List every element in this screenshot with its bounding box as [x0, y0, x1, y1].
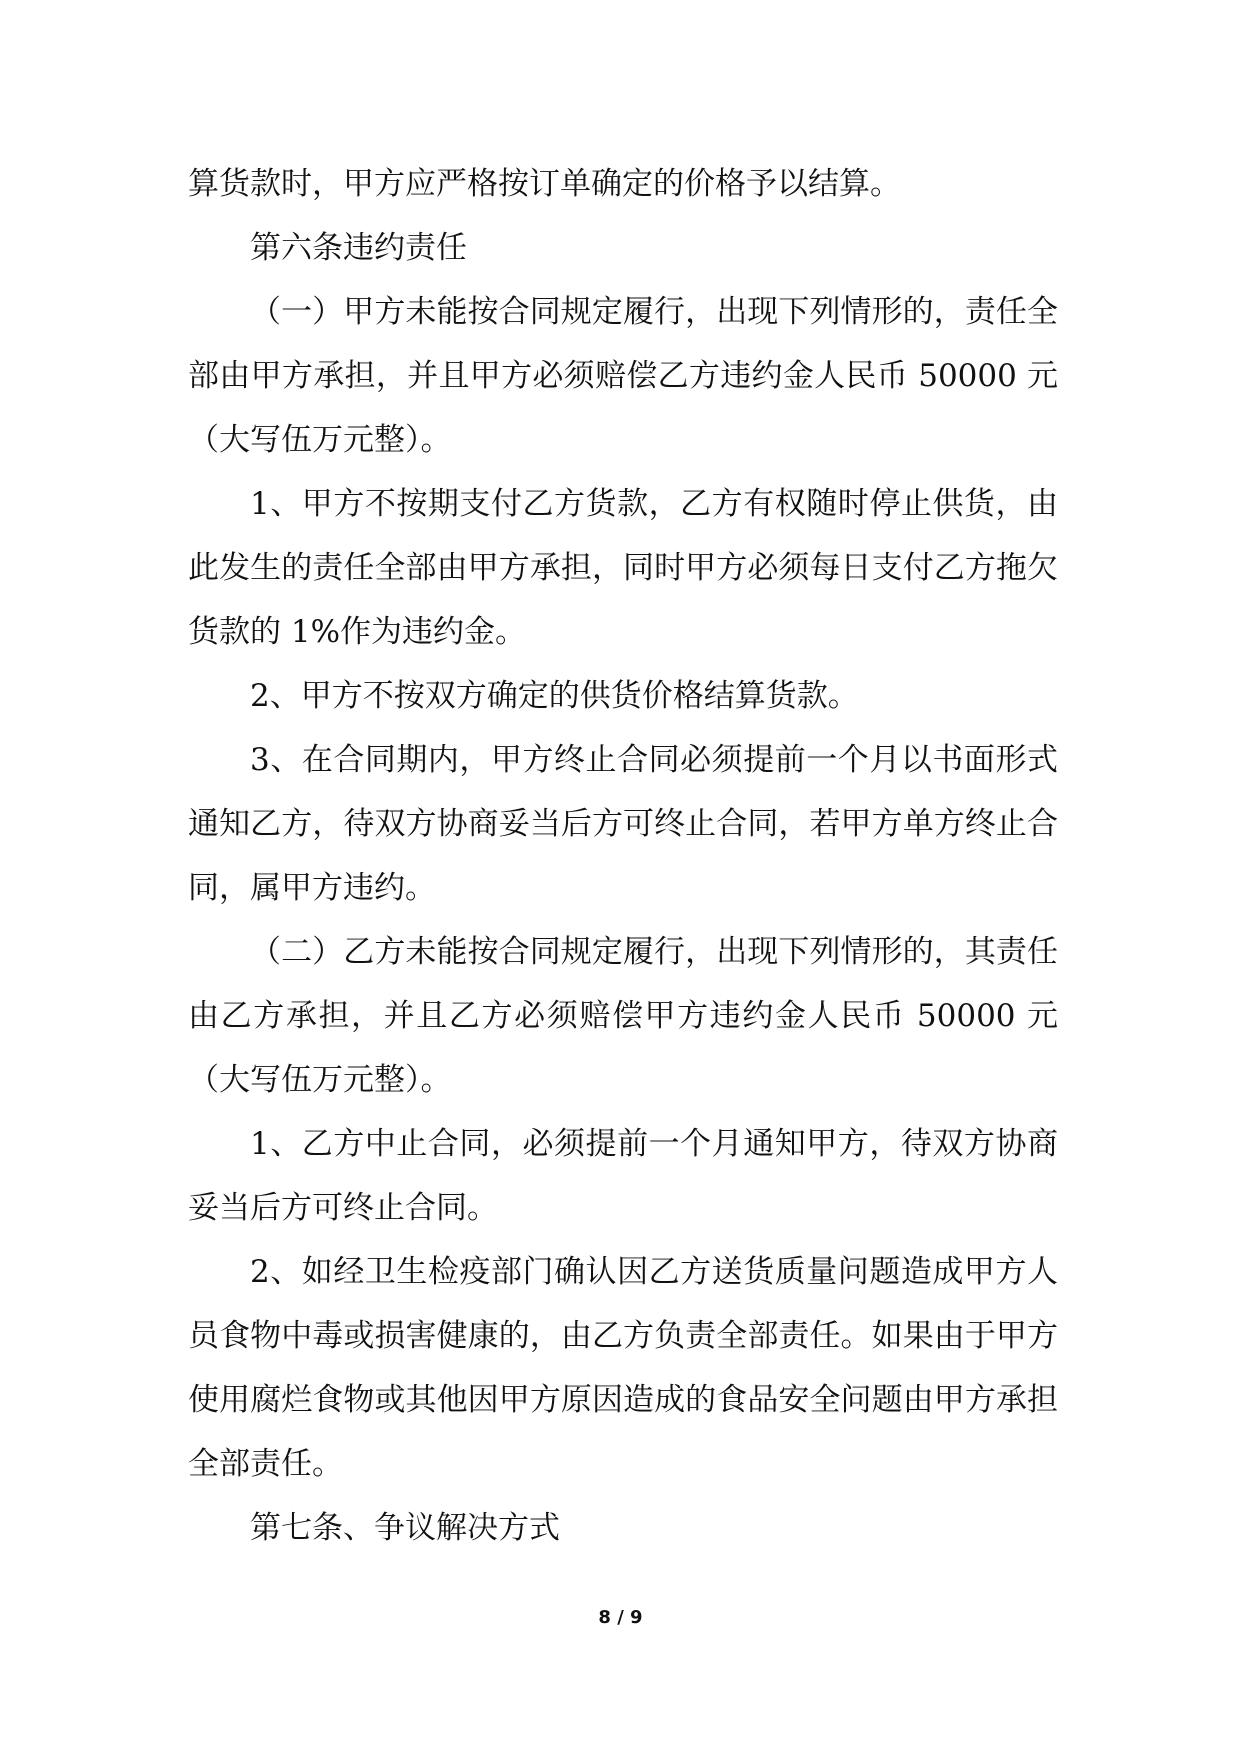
paragraph-party-b-liability: （二）乙方未能按合同规定履行，出现下列情形的，其责任由乙方承担，并且乙方必须赔偿甲方违约金人民币 50000 元（大写伍万元整）。: [188, 934, 1058, 1098]
page-number: 8 / 9: [598, 1607, 643, 1628]
section-heading-article-6: 第六条违约责任: [250, 230, 467, 266]
paragraph-party-b-item-2: 2、如经卫生检疫部门确认因乙方送货质量问题造成甲方人员食物中毒或损害健康的，由乙方负责全部责任。如果由于甲方使用腐烂食物或其他因甲方原因造成的食品安全问题由甲方承担全部责任。: [188, 1254, 1058, 1482]
section-heading-article-7: 第七条、争议解决方式: [250, 1510, 560, 1546]
paragraph-party-a-item-1: 1、甲方不按期支付乙方货款，乙方有权随时停止供货，由此发生的责任全部由甲方承担，同时甲方必须每日支付乙方拖欠货款的 1%作为违约金。: [188, 486, 1058, 650]
paragraph-party-a-item-2: 2、甲方不按双方确定的供货价格结算货款。: [250, 678, 859, 714]
paragraph-party-a-liability: （一）甲方未能按合同规定履行，出现下列情形的，责任全部由甲方承担，并且甲方必须赔偿乙方违约金人民币 50000 元（大写伍万元整）。: [188, 294, 1058, 458]
paragraph-party-b-item-1: 1、乙方中止合同，必须提前一个月通知甲方，待双方协商妥当后方可终止合同。: [188, 1126, 1058, 1226]
paragraph-party-a-item-3: 3、在合同期内，甲方终止合同必须提前一个月以书面形式通知乙方，待双方协商妥当后方可终止合同，若甲方单方终止合同，属甲方违约。: [188, 742, 1058, 906]
document-body: [188, 152, 1058, 1560]
paragraph-settlement-continuation: 算货款时，甲方应严格按订单确定的价格予以结算。: [188, 166, 901, 202]
